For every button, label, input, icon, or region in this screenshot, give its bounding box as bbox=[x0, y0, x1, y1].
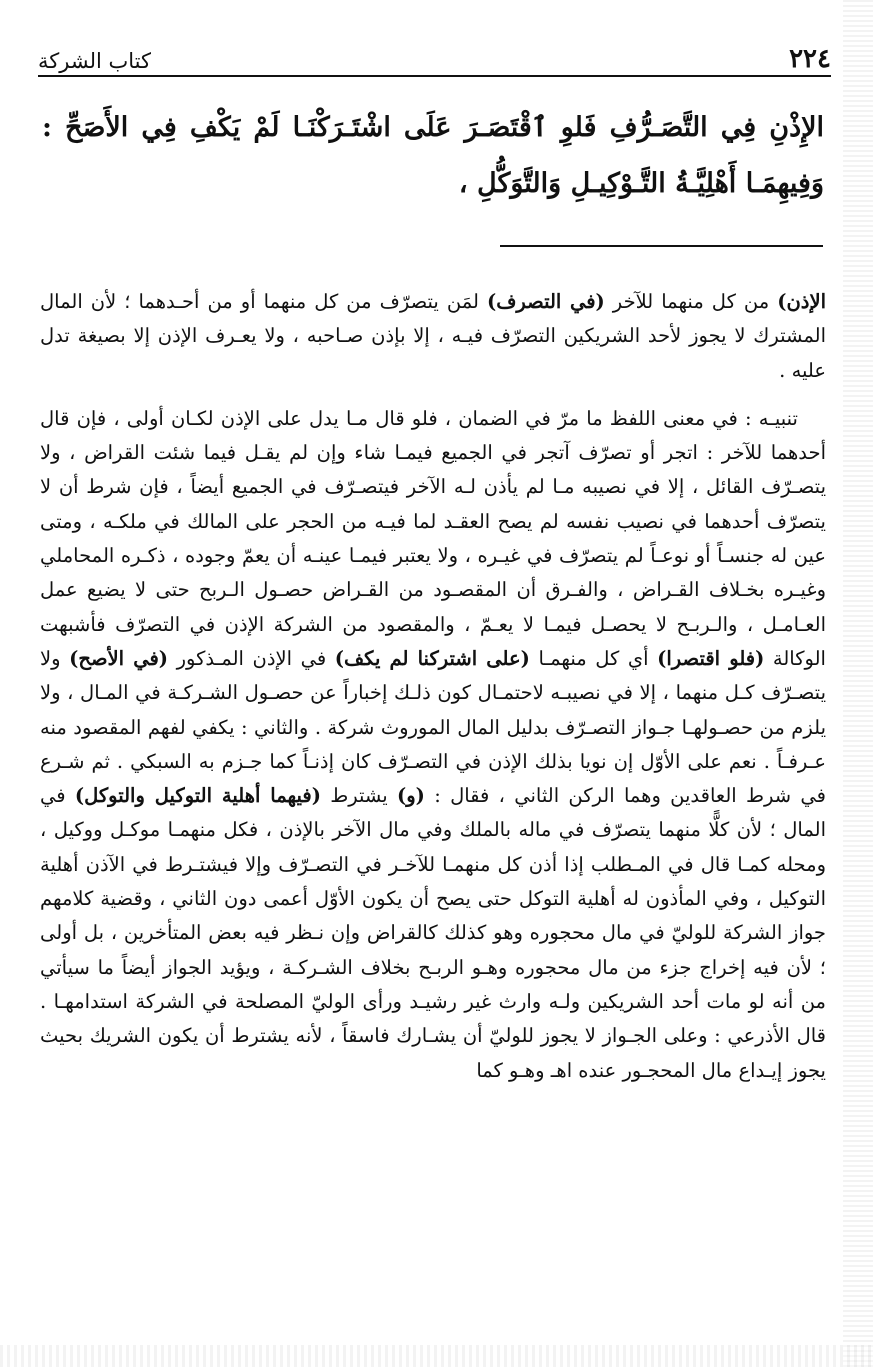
separator-rule bbox=[500, 245, 823, 247]
bold-term: (على اشتركنا لم يكف) bbox=[334, 646, 530, 670]
text-span: من كل منهما للآخر bbox=[604, 290, 778, 313]
text-span: لمَن يتصرّف من كل منهما أو من أحـدهما ؛ لأن المال المشترك لا يجوز لأحد الشريكين التصرّف فيـه ، إلا بإذن صـاحبه ، ولا يعـرف الإذن إلا بصيغة تدل عليه . bbox=[40, 290, 826, 382]
text-span: في الإذن المـذكور bbox=[168, 646, 335, 670]
page-number: ٢٢٤ bbox=[789, 44, 831, 74]
commentary bbox=[40, 285, 826, 1088]
bold-term: (فلو اقتصرا) bbox=[657, 646, 765, 670]
bold-term: (و) bbox=[397, 784, 425, 808]
commentary-paragraph-1 bbox=[40, 285, 826, 388]
commentary-paragraph-2 bbox=[40, 402, 826, 1088]
page-header bbox=[38, 38, 831, 72]
header-rule bbox=[38, 75, 831, 77]
main-text: الإِذْنِ فِي التَّصَـرُّفِ فَلوِ ٱقْتَصَـرَ عَلَى اشْتَـرَكْنَـا لَمْ يَكْفِ فِي الأَصَحِّ : وَفِيهِمَـا أَهْلِيَّـةُ التَّـوْكِيـلِ وَالتَّوَكُّلِ ، bbox=[42, 112, 824, 199]
text-span: يشترط bbox=[320, 784, 398, 808]
bold-term: (في التصرف) bbox=[486, 290, 605, 313]
text-span: أي كل منهمـا bbox=[529, 646, 658, 670]
scan-edge-bottom bbox=[0, 1345, 873, 1367]
text-span: ولا يتصـرّف كـل منهما ، إلا في نصيبـه لاحتمـال كون ذلـك إخباراً عن حصـول الشـركـة في المـال ، ولا يلزم من حصـولهـا جـواز التصـرّف بدليل المال الموروث شركة . والثاني : يكفي لفهم المقصود منه عـرفـاً . نعم على الأوّل إن نويا بذلك الإذن في التصـرّف كان إذنـاً كما جـزم به السبكي . ثم شـرع في شرط العاقدين وهما الركن الثاني ، فقال : bbox=[40, 646, 826, 808]
bold-term: الإذن) bbox=[777, 290, 826, 313]
text-span: في المال ؛ لأن كلًّا منهما يتصرّف في ماله بالملك وفي مال الآخر بالإذن ، فكل منهمـا موكـل ووكيل ، ومحله كمـا قال في المـطلب إذا أذن كل منهمـا للآخـر في التصـرّف وإلا فيشتـرط في الآذن أهلية التوكيل ، وفي المأذون له أهلية التوكل حتى يصح أن يكون الأوّل أعمى دون الثاني ، وقضية كلامهم جواز الشركة للوليّ في مال محجوره وهو كذلك كالقراض وإن نـظر فيه بعض المتأخرين ، بل أولى ؛ لأن فيه إخراج جزء من مال محجوره وهـو الربـح بخلاف الشـركـة ، ويؤيد الجواز أيضاً ما سيأتي من أنه لو مات أحد الشريكين ولـه وارث غير رشيـد ورأى الوليّ المصلحة في الشركة استدامهـا . قال الأذرعي : وعلى الجـواز لا يجوز للوليّ أن يشـارك فاسقاً ، لأنه يشترط أن يكون الشريك بحيث يجوز إيـداع مال المحجـور عنده اهـ وهـو كما bbox=[40, 784, 826, 1082]
bold-term: (فيهما أهلية التوكيل والتوكل) bbox=[74, 784, 321, 808]
running-title: كتاب الشركة bbox=[38, 49, 151, 73]
scan-edge-right bbox=[843, 0, 873, 1367]
text-span: تنبيـه : في معنى اللفظ ما مرّ في الضمان ، فلو قال مـا يدل على الإذن لكـان أولى ، فإن قال أحدهما للآخر : اتجر أو تصرّف آتجر في الجميع فيمـا شاء وإن لم يقـل فيما شئت القراض ، ولا يتصـرّف القائل ، إلا في نصيبه مـا لم يأذن لـه الآخر فيتصـرّف في الجميع أيضاً ، فإن شرط أن لا يتصرّف أحدهما في نصيب نفسه لم يصح العقـد لما فيـه من الحجر على المالك في ملكـه ، ومتى عين له جنسـاً أو نوعـاً لم يتصرّف في غيـره ، ولا يعتبر فيمـا عينـه أن يعمّ وجوده ، ذكـره المحاملي وغيـره بخـلاف القـراض ، والفـرق أن المقصـود من القـراض حصـول الـربح حتى لا يضيع عمل العـامـل ، والـربـح لا يحصـل فيمـا لا يعـمّ ، والمقصود من الشركة الإذن في التصرّف فأشبهت الوكالة bbox=[40, 406, 826, 670]
bold-term: (في الأصح) bbox=[69, 646, 168, 670]
